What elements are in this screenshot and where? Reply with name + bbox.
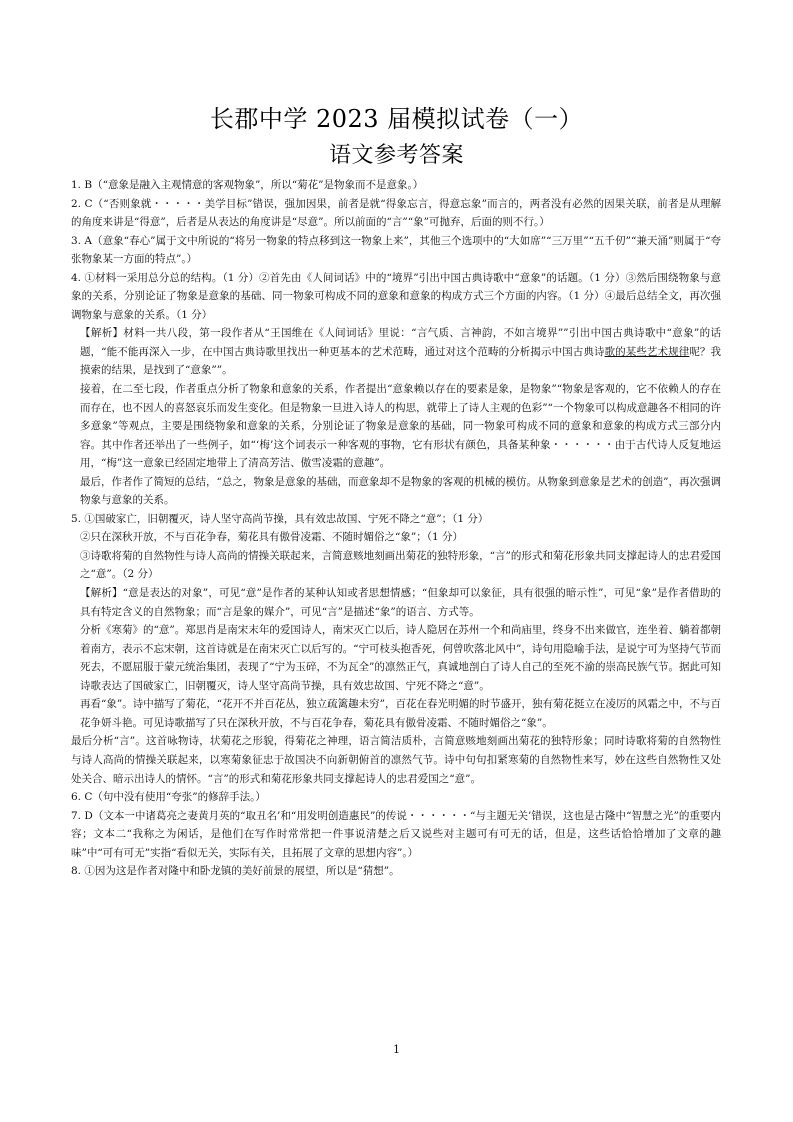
answer-5-point-3: ③诗歌将菊的自然物性与诗人高尚的情操关联起来，言简意赅地刻画出菊花的独特形象，“言”的形式和菊花形象共同支撑起诗人的忠君爱国之“意”。（2 分） [80, 549, 721, 581]
answer-5-explanation [71, 584, 721, 732]
answer-4-explanation [71, 324, 721, 509]
explanation-paragraph: 接着，在二至七段，作者重点分析了物象和意象的关系，作者提出“意象赖以存在的要素是象，是物象”“物象是客观的，它不依赖人的存在而存在，也不因人的喜怒哀乐而发生变化。但是物象一旦进入诗人的构思，就带上了诗人主观的色彩”“一个物象可以构成意趣各不相同的许多意象”等观点，主要是围绕物象和意象的关系，分别论证了物象是意象的基础，同一物象可构成不同的意象和意象的构成方式三部分内容。其中作者还举出了一些例子，如“‘梅’这个词表示一种客观的事物，它有形状有颜色，具备某种象・・・・・・由于古代诗人反复地运用，“梅”这一意象已经固定地带上了清高芳洁、傲雪凌霜的意趣”。 [80, 383, 721, 470]
page-subtitle: 语文参考答案 [328, 143, 464, 168]
answer-5-points [71, 528, 721, 584]
answer-1: 1. B（“意象是融入主观情意的客观物象”，所以“菊花”是物象而不是意象。） [71, 179, 424, 191]
explanation-paragraph: 最后，作者作了简短的总结，“总之，物象是意象的基础，而意象却不是物象的客观的机械的模仿。从物象到意象是艺术的创造”，再次强调物象与意象的关系。 [80, 475, 721, 507]
answer-2: 2. C（“否则象就・・・・・美学目标”错误，强加因果，前者是就“得象忘言，得意忘象”而言的，两者没有必然的因果关联，前者是从理解的角度来讲是“得意”，后者是从表达的角度讲是“尽意”。所以前面的“言”“象”可抛弃，后面的则不行。） [71, 197, 721, 229]
page-number: 1 [393, 1043, 400, 1056]
explanation-paragraph: 再看“象”。诗中描写了菊花，“花开不并百花丛，独立疏篱趣未穷”，百花在春光明媚的时节盛开，独有菊花挺立在凌厉的风霜之中，不与百花争妍斗艳。可见诗歌描写了只在深秋开放，不与百花争春，菊花具有傲骨凌霜、不随时媚俗之“象”。 [80, 698, 721, 729]
answer-7: 7. D（文本一中诸葛亮之妻黄月英的“取丑名’和“用发明创造惠民”的传说・・・・・・“与主题无关’错误，这也是古隆中“智慧之光”的重要内容；文本二“我称之为闲话，是他们在写作时常常把一件事说清楚之后又说些对主题可有可无的话，但是，这些话恰恰增加了文章的趣味”中“可有可无”实指“看似无关，实际有关，且拓展了文章的思想内容”。） [71, 809, 721, 859]
answer-body [71, 176, 721, 881]
answer-5-point-2: ②只在深秋开放，不与百花争春，菊花具有傲骨凌霜、不随时媚俗之“象”；（1 分） [80, 531, 464, 544]
explanation-paragraph: 【解析】材料一共八段，第一段作者从“王国维在《人间词话》里说：“言气质、言神韵，不如言境界””引出中国古典诗歌中“意象”的话题，“能不能再深入一步，在中国古典诗歌里找出一种更基本的艺术范畴，通过对这个范畴的分析揭示中国古典诗歌的某些艺术规律呢？我摸索的结果，是找到了“意象””。 [80, 327, 721, 377]
answer-5: 5. ①国破家亡，旧朝覆灭，诗人坚守高尚节操，具有效忠故国、宁死不降之“意”；（1 分） [71, 512, 489, 525]
underlined-phrase: 歌的某些艺术规律 [604, 345, 690, 358]
explanation-paragraph: 分析《寒菊》的“意”。郑思肖是南宋末年的爱国诗人，南宋灭亡以后，诗人隐居在苏州一个和尚庙里，终身不出来做官，连坐着、躺着都朝着南方，表示不忘宋朝，这首诗就是在南宋灭亡以后写的。“宁可枝头抱香死，何曾吹落北风中”，诗句用隐喻手法，是说宁可为坚持气节而死去，不愿屈服于蒙元统治集团，表现了“宁为玉碎，不为瓦全”的凛然正气，真诚地剖白了诗人自己的至死不渝的崇高民族气节。据此可知诗歌表达了国破家亡，旧朝覆灭，诗人坚守高尚节操，具有效忠故国、宁死不降之“意”。 [80, 624, 721, 692]
answer-8: 8. ①因为这是作者对隆中和卧龙镇的美好前景的展望，所以是“猜想”。 [71, 865, 400, 878]
answer-4: 4. ①材料一采用总分总的结构。（1 分）②首先由《人间词话》中的“境界”引出中国古典诗歌中“意象”的话题。（1 分）③然后围绕物象与意象的关系，分别论证了物象是意象的基础、同一物象可构成不同的意象和意象的构成方式三个方面的内容。（1 分）④最后总结全文，再次强调物象与意象的关系。（1 分） [71, 271, 721, 321]
explanation-paragraph: 【解析】“意是表达的对象”，可见“意”是作者的某种认知或者思想情感；“但象却可以象征，具有很强的暗示性”，可见“象”是作者借助的具有特定含义的自然物象；而“言是象的媒介”，可见“言”是描述“象”的语言、方式等。 [80, 587, 721, 618]
answer-6: 6. C（句中没有使用“夸张”的修辞手法。） [71, 791, 266, 804]
page-title: 长郡中学 2023 届模拟试卷（一） [209, 105, 584, 133]
explanation-paragraph: 最后分析“言”。这首咏物诗，状菊花之形貌，得菊花之神理，语言简洁质朴，言简意赅地刻画出菊花的独特形象；同时诗歌将菊的自然物性与诗人高尚的情操关联起来，以寒菊象征忠于故国决不向新朝俯首的凛然气节。诗中句句扣紧寒菊的自然物性来写，妙在这些自然物性又处处关合、暗示出诗人的情怀。“言”的形式和菊花形象共同支撑起诗人的忠君爱国之“意”。 [71, 735, 721, 785]
answer-3: 3. A（意象“春心”属于文中所说的“将另一物象的特点移到这一物象上来”，其他三个选项中的“大如席”“三万里”“五千仞”“兼天涌”则属于“夸张物象某一方面的特点”。） [71, 234, 721, 266]
